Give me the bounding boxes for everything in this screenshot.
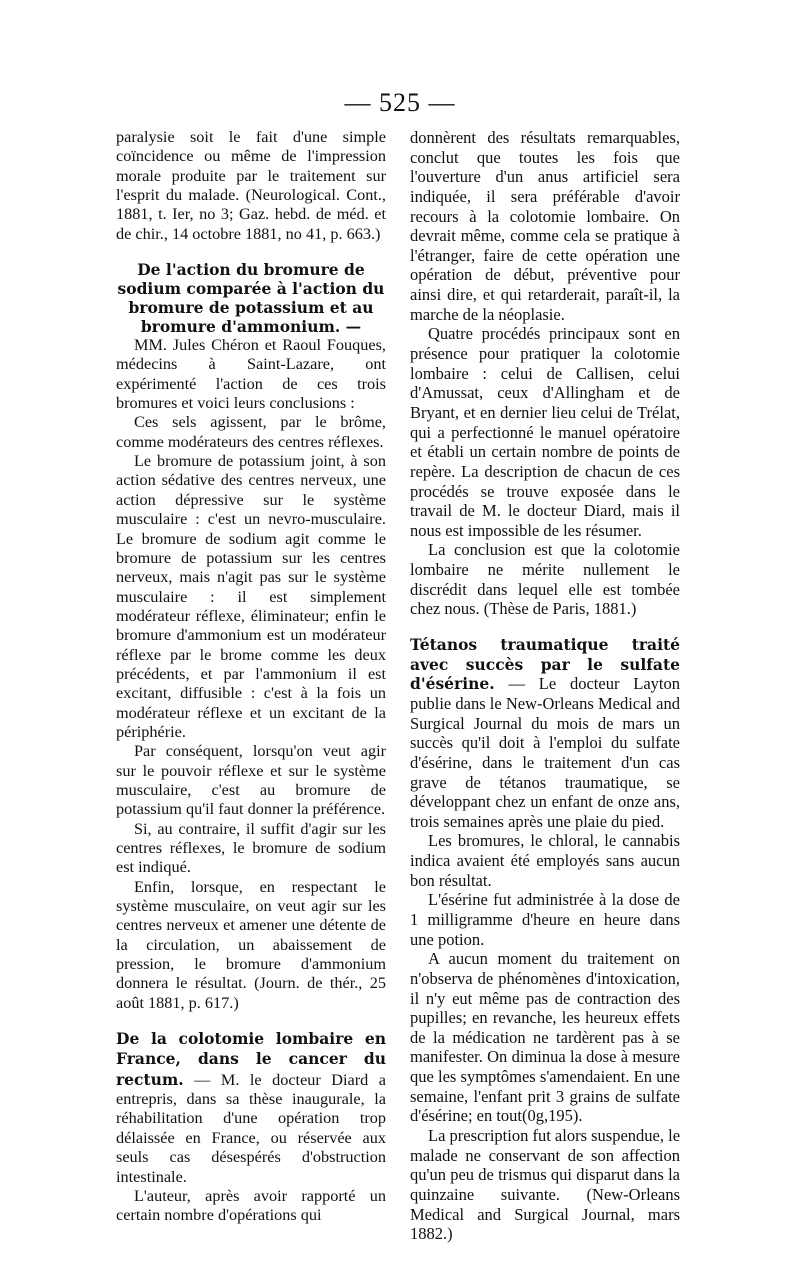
article-intro: — Le docteur Layton publie dans le New-Orleans Medical and Surgical Journal du mois de mars un succès qu'il doit à l'emploi du sulfate d'ésérine, dans le traitement d'un cas grave de tétanos traumatique, se développant chez un enfant de onze ans, trois semaines après une plaie du pied. xyxy=(410,674,680,831)
article-title: De l'action du bromure de sodium comparée à l'action du bromure de potassium et au bromure d'ammonium. — xyxy=(117,260,385,337)
article-intro: — M. le docteur Diard a entrepris, dans sa thèse inaugurale, la réhabilitation d'une opération trop délaissée en France, ou réservée aux seuls cas désespérés d'obstruction intestinale. xyxy=(116,1070,386,1186)
left-column xyxy=(116,128,386,1226)
paragraph: Les bromures, le chloral, le cannabis indica avaient été employés sans aucun bon résultat. xyxy=(410,831,680,890)
paragraph: Enfin, lorsque, en respectant le système musculaire, on veut agir sur les centres nerveux et amener une détente de la circulation, un abaissement de pression, le bromure d'ammonium donnera le résultat. (Journ. de thér., 25 août 1881, p. 617.) xyxy=(116,877,386,1012)
page-number: — 525 — xyxy=(344,88,456,117)
article-title: Tétanos traumatique traité avec succès par le sulfate d'ésérine. xyxy=(410,635,680,694)
paragraph: paralysie soit le fait d'une simple coïncidence ou même de l'impression morale produite par le traitement sur l'esprit du malade. (Neurological. Cont., 1881, t. Ier, no 3; Gaz. hebd. de méd. et de chir., 14 octobre 1881, no 41, p. 663.) xyxy=(116,128,386,243)
paragraph: Ces sels agissent, par le brôme, comme modérateurs des centres réflexes. xyxy=(116,413,386,451)
article-heading-paragraph xyxy=(410,635,680,831)
paragraph: L'ésérine fut administrée à la dose de 1 milligramme d'heure en heure dans une potion. xyxy=(410,890,680,949)
paragraph: Par conséquent, lorsqu'on veut agir sur le pouvoir réflexe et sur le système musculaire, c'est au bromure de potassium qu'il faut donner la préférence. xyxy=(116,742,386,819)
paragraph: MM. Jules Chéron et Raoul Fouques, médecins à Saint-Lazare, ont expérimenté l'action de ces trois bromures et voici leurs conclusions : xyxy=(116,336,386,413)
article-title: De la colotomie lombaire en France, dans le cancer du rectum. xyxy=(116,1029,386,1089)
paragraph: Si, au contraire, il suffit d'agir sur les centres réflexes, le bromure de sodium est indiqué. xyxy=(116,819,386,877)
paragraph: L'auteur, après avoir rapporté un certain nombre d'opérations qui xyxy=(116,1186,386,1225)
paragraph: donnèrent des résultats remarquables, conclut que toutes les fois que l'ouverture d'un anus artificiel sera indiquée, il sera préférable d'avoir recours à la colotomie lombaire. On devrait même, comme cela se pratique à l'étranger, faire de cette opération une opération de début, préventive pour ainsi dire, et qui retarderait, paraît-il, la marche de la néoplasie. xyxy=(410,128,680,324)
right-column xyxy=(410,128,680,1244)
paragraph: A aucun moment du traitement on n'observa de phénomènes d'intoxication, il n'y eut même pas de contraction des pupilles; en revanche, les heureux effets de la médication ne tardèrent pas à se manifester. On diminua la dose à mesure que les symptômes s'amendaient. En une semaine, l'enfant prit 3 grains de sulfate d'ésérine; en tout(0g,195). xyxy=(410,949,680,1126)
paragraph: La prescription fut alors suspendue, le malade ne conservant de son affection qu'un peu de trismus qui disparut dans la quinzaine suivante. (New-Orleans Medical and Surgical Journal, mars 1882.) xyxy=(410,1126,681,1244)
paragraph: Le bromure de potassium joint, à son action sédative des centres nerveux, une action dépressive sur le système musculaire : c'est un nevro-musculaire. Le bromure de sodium agit comme le bromure de potassium sur les centres nerveux, mais n'agit pas sur le système musculaire : il est simplement modérateur réflexe, éliminateur; enfin le bromure d'ammonium est un modérateur réflexe par le brome comme les deux précédents, et par l'ammonium il est excitant, diffusible : c'est à la fois un modérateur réflexe et un excitant de la périphérie. xyxy=(116,452,386,741)
paragraph: Quatre procédés principaux sont en présence pour pratiquer la colotomie lombaire : celui de Callisen, celui d'Amussat, ceux d'Allingham et de Bryant, et en dernier lieu celui de Trélat, qui a perfectionné le manuel opératoire et établi un certain nombre de points de repère. La description de chacun de ces procédés se trouve exposée dans le travail de M. le docteur Diard, mais il nous est impossible de les résumer. xyxy=(410,324,680,540)
article-heading-paragraph xyxy=(116,1029,386,1187)
paragraph: La conclusion est que la colotomie lombaire ne mérite nullement le discrédit dans lequel elle est tombée chez nous. (Thèse de Paris, 1881.) xyxy=(410,540,680,619)
